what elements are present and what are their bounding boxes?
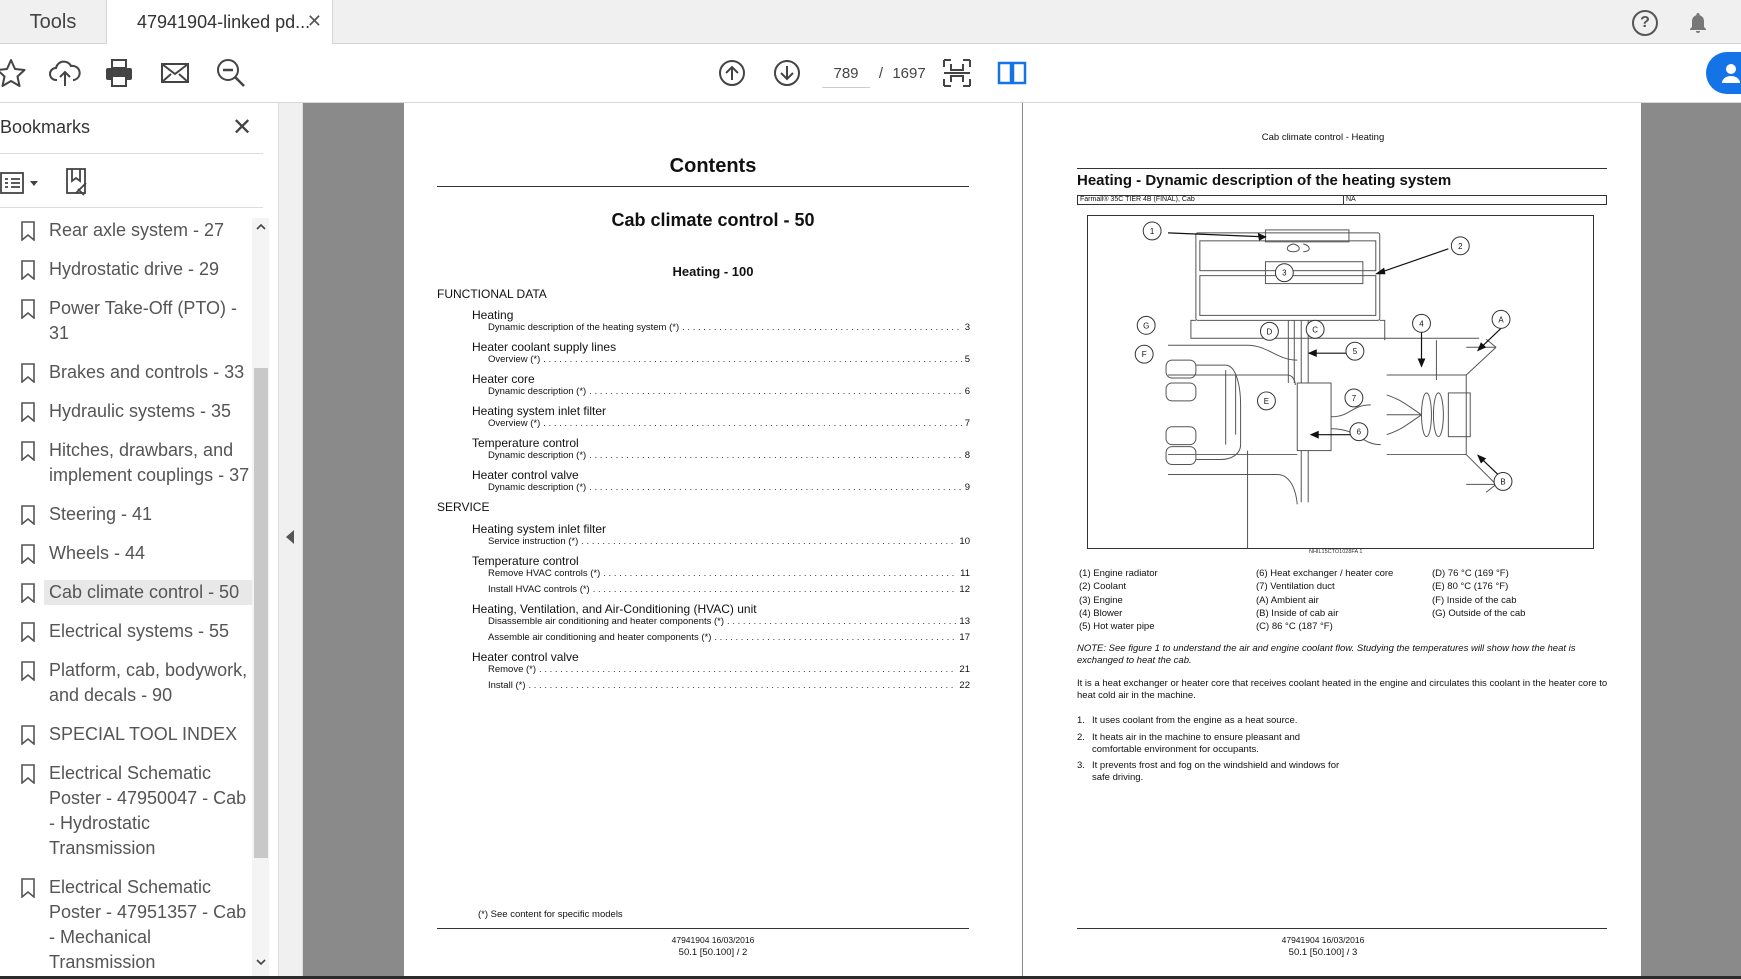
help-icon[interactable]: ?	[1632, 10, 1658, 36]
toc-leader	[528, 680, 956, 691]
list-number: 2.	[1077, 732, 1085, 743]
pdf-page-right	[1023, 103, 1641, 979]
toc-entry[interactable]	[488, 632, 970, 643]
legend-item: (C) 86 °C (187 °F)	[1256, 621, 1333, 633]
legend-column-3	[1432, 567, 1525, 620]
bookmark-item[interactable]	[0, 399, 252, 424]
toc-entry[interactable]	[488, 680, 970, 691]
bookmark-label: Brakes and controls - 33	[49, 362, 245, 382]
toc-entry-text: Dynamic description of the heating system (*)	[488, 322, 680, 333]
toolbar	[0, 44, 1741, 103]
page-separator: /	[878, 65, 884, 82]
toc-entry[interactable]	[488, 568, 970, 579]
callout-label: E	[1263, 396, 1270, 406]
toc-section-heading: SERVICE	[437, 500, 490, 514]
bookmark-icon	[20, 583, 36, 603]
toc-entry-text: Service instruction (*)	[488, 536, 579, 547]
bookmark-label: Platform, cab, bodywork, and decals - 90	[49, 660, 248, 705]
legend-item: (7) Ventilation duct	[1256, 581, 1335, 593]
collapse-arrow-icon[interactable]	[286, 530, 294, 544]
bookmark-icon	[20, 661, 36, 681]
bookmark-item[interactable]	[0, 619, 252, 644]
tab-document-label: 47941904-linked pd...	[137, 12, 311, 32]
bookmark-item[interactable]	[0, 502, 252, 527]
toc-topic[interactable]: Heater coolant supply lines	[472, 340, 617, 354]
region-info: NA	[1343, 196, 1356, 204]
legend-item: (5) Hot water pipe	[1079, 621, 1155, 633]
bookmark-icon	[20, 221, 36, 241]
bookmark-item[interactable]	[0, 541, 252, 566]
toc-leader	[581, 536, 956, 547]
toc-leader	[682, 322, 962, 333]
callout-label: 3	[1282, 268, 1287, 278]
callout-label: 5	[1352, 347, 1358, 357]
callout-label: G	[1143, 321, 1150, 331]
contents-title: Contents	[669, 155, 757, 177]
heating-system-diagram	[1087, 215, 1594, 549]
toc-topic[interactable]: Heater core	[472, 372, 535, 386]
share-icon	[1721, 62, 1741, 84]
arrow-up-icon[interactable]	[715, 56, 749, 90]
callout-label: F	[1141, 350, 1147, 360]
scroll-down-icon[interactable]	[254, 955, 268, 969]
legend-item: (A) Ambient air	[1256, 594, 1319, 606]
bookmark-icon	[20, 402, 36, 422]
toc-entry[interactable]	[488, 536, 970, 547]
scrollbar-thumb[interactable]	[254, 368, 268, 858]
page-total: 1697	[892, 65, 926, 82]
toc-topic[interactable]: Heating system inlet filter	[472, 522, 607, 536]
page-footer-number: 50.1 [50.100] / 3	[1288, 947, 1358, 958]
bookmark-icon	[20, 878, 36, 898]
toc-page-number: 12	[959, 584, 970, 595]
toc-entry-text: Overview (*)	[488, 354, 541, 365]
toc-leader	[727, 616, 956, 627]
bell-icon[interactable]	[1686, 11, 1710, 35]
add-bookmark-icon[interactable]	[64, 167, 92, 197]
list-item	[1077, 760, 1377, 784]
bookmark-label: Cab climate control - 50	[49, 582, 240, 602]
bookmarks-panel	[0, 103, 279, 979]
bookmark-icon	[20, 725, 36, 745]
bookmark-icon	[20, 441, 36, 461]
bookmark-label: Hitches, drawbars, and implement couplings - 37	[49, 440, 250, 485]
bookmarks-title: Bookmarks	[0, 117, 91, 137]
toc-leader	[589, 450, 962, 461]
toc-page-number: 8	[964, 450, 970, 461]
toc-page-number: 17	[959, 632, 970, 643]
mail-icon[interactable]	[158, 56, 192, 90]
bookmark-item[interactable]	[0, 360, 252, 385]
bookmark-label: Power Take-Off (PTO) - 31	[49, 298, 238, 343]
toc-entry[interactable]	[488, 386, 970, 397]
list-text: It prevents frost and fog on the windshield and windows for safe driving.	[1092, 760, 1340, 783]
toc-topic[interactable]: Heater control valve	[472, 650, 579, 664]
toc-leader	[603, 568, 957, 579]
bookmark-label: Electrical Schematic Poster - 47951357 - Cab - Mechanical Transmission	[49, 877, 247, 972]
legend-item: (1) Engine radiator	[1079, 568, 1158, 579]
list-text: It heats air in the machine to ensure pleasant and comfortable environment for occupants.	[1092, 732, 1301, 755]
list-text: It uses coolant from the engine as a heat source.	[1092, 715, 1298, 726]
legend-item: (F) Inside of the cab	[1432, 594, 1517, 606]
rule	[437, 186, 969, 187]
toc-leader	[593, 584, 957, 595]
section-title: Heating - Dynamic description of the heating system	[1077, 172, 1452, 189]
list-number: 1.	[1077, 715, 1085, 726]
toc-topic[interactable]: Heating	[472, 308, 514, 322]
contents-subtitle: Cab climate control - 50	[611, 210, 815, 230]
callout-label: 1	[1149, 226, 1155, 236]
body-paragraph: It is a heat exchanger or heater core that receives coolant heated in the engine and circulates this coolant in the heater core to heat cold air in the machine.	[1077, 678, 1608, 701]
toc-leader	[714, 632, 956, 643]
legend-column-2	[1256, 567, 1393, 633]
page-footer-date: 47941904 16/03/2016	[1281, 935, 1365, 945]
rule	[1077, 928, 1607, 929]
toc-entry[interactable]	[488, 450, 970, 461]
callout-label: 4	[1419, 319, 1424, 329]
toc-topic[interactable]: Temperature control	[472, 436, 579, 450]
bookmark-icon	[20, 505, 36, 525]
list-options-icon[interactable]	[0, 171, 42, 195]
toc-entry-text: Install HVAC controls (*)	[488, 584, 590, 595]
legend-item: (6) Heat exchanger / heater core	[1256, 568, 1394, 579]
callout-label: C	[1312, 325, 1319, 335]
legend-item: (E) 80 °C (176 °F)	[1432, 581, 1509, 593]
list-number: 3.	[1077, 760, 1085, 771]
bookmark-item[interactable]	[0, 761, 252, 861]
toc-entry-text: Remove HVAC controls (*)	[488, 568, 601, 579]
bookmark-icon	[20, 363, 36, 383]
legend-column-1	[1079, 567, 1158, 633]
toc-page-number: 9	[964, 482, 970, 493]
bookmark-icon	[20, 544, 36, 564]
tab-tools[interactable]: Tools	[0, 0, 107, 44]
toc-page-number: 21	[959, 664, 970, 675]
callout-label: 7	[1351, 393, 1357, 403]
bookmark-icon	[20, 622, 36, 642]
toc-entry[interactable]	[488, 664, 970, 675]
toc-page-number: 6	[964, 386, 970, 397]
toc-page-number: 7	[964, 418, 970, 429]
page-number-input[interactable]: 789	[822, 60, 870, 88]
toc-entry-text: Disassemble air conditioning and heater components (*)	[488, 616, 725, 627]
bookmark-item[interactable]	[0, 722, 252, 747]
toc-entry[interactable]	[488, 482, 970, 493]
zoom-icon[interactable]	[214, 56, 248, 90]
toc-leader	[589, 386, 962, 397]
callout-label: 2	[1458, 241, 1463, 251]
toc-entry-text: Overview (*)	[488, 418, 541, 429]
bookmark-label: Hydraulic systems - 35	[49, 401, 232, 421]
bookmark-label: Rear axle system - 27	[49, 220, 225, 240]
divider	[0, 153, 263, 154]
rule	[1077, 168, 1607, 169]
toc-entry-text: Dynamic description (*)	[488, 450, 587, 461]
legend-item: (3) Engine	[1079, 594, 1123, 606]
toc-section-heading: FUNCTIONAL DATA	[437, 287, 547, 301]
callout-label: 6	[1356, 427, 1362, 437]
page-header: Cab climate control - Heating	[1261, 132, 1385, 143]
toc-entry[interactable]	[488, 616, 970, 627]
list-item	[1077, 715, 1377, 727]
bookmark-icon	[20, 260, 36, 280]
scroll-up-icon[interactable]	[254, 220, 268, 234]
bookmark-label: Wheels - 44	[49, 543, 146, 563]
legend-item: (4) Blower	[1079, 607, 1123, 619]
bookmark-label: SPECIAL TOOL INDEX	[49, 724, 238, 744]
bookmark-icon	[20, 299, 36, 319]
share-button[interactable]	[1706, 52, 1741, 94]
bookmark-item[interactable]	[0, 257, 252, 282]
toc-entry[interactable]	[488, 322, 970, 333]
close-icon[interactable]: ✕	[232, 114, 253, 141]
callout-label: A	[1498, 315, 1504, 325]
model-info-row	[1077, 195, 1607, 205]
bookmark-item[interactable]	[44, 580, 252, 605]
toc-entry[interactable]	[488, 418, 970, 429]
rule	[437, 928, 969, 929]
bookmark-label: Steering - 41	[49, 504, 153, 524]
bookmark-list	[0, 218, 252, 979]
toc-leader	[543, 354, 961, 365]
tab-document[interactable]	[107, 0, 333, 45]
toc-leader	[589, 482, 962, 493]
toc-entry[interactable]	[488, 354, 970, 365]
legend-item: (B) Inside of cab air	[1256, 607, 1339, 619]
upload-icon[interactable]	[48, 56, 82, 90]
toc-entry-text: Dynamic description (*)	[488, 386, 587, 397]
page-footer-number: 50.1 [50.100] / 2	[678, 947, 748, 958]
model-info: Farmall® 35C TIER 4B (FINAL), Cab	[1080, 196, 1195, 203]
figure-id: NHIL15CTO1028FA 1	[1309, 549, 1363, 555]
toc-leader	[543, 418, 961, 429]
bookmark-item[interactable]	[0, 658, 252, 708]
callout-label: B	[1500, 477, 1506, 487]
toc-topic[interactable]: Heating, Ventilation, and Air-Conditioning (HVAC) unit	[472, 602, 757, 616]
print-icon[interactable]	[102, 56, 136, 90]
list-item	[1077, 732, 1377, 756]
toc-topic[interactable]: Heating system inlet filter	[472, 404, 607, 418]
bookmark-label: Hydrostatic drive - 29	[49, 259, 220, 279]
bookmark-item[interactable]	[0, 438, 252, 488]
star-icon[interactable]	[0, 56, 28, 90]
note-text: NOTE: See figure 1 to understand the air and engine coolant flow. Studying the temperatures will show how the heat is exchanged to heat the cab.	[1077, 643, 1576, 666]
bookmark-item[interactable]	[0, 296, 252, 346]
toc-page-number: 3	[964, 322, 970, 333]
bookmark-label: Electrical Schematic Poster - 47950047 - Cab - Hydrostatic Transmission	[49, 763, 247, 858]
toc-entry-text: Remove (*)	[488, 664, 537, 675]
bookmarks-tools	[0, 163, 263, 203]
page-footer-date: 47941904 16/03/2016	[671, 935, 755, 945]
legend-item: (G) Outside of the cab	[1432, 607, 1526, 619]
tab-bar	[0, 0, 1741, 44]
close-icon[interactable]: ✕	[306, 11, 322, 31]
toc-entry-text: Install (*)	[488, 680, 526, 691]
toc-page-number: 5	[964, 354, 970, 365]
toc-page-number: 10	[959, 536, 970, 547]
bookmark-icon	[20, 764, 36, 784]
bookmark-label: Electrical systems - 55	[49, 621, 230, 641]
toc-topic[interactable]: Temperature control	[472, 554, 579, 568]
legend-item: (2) Coolant	[1079, 581, 1126, 593]
fit-page-icon[interactable]	[940, 56, 974, 90]
toc-entry[interactable]	[488, 584, 970, 595]
toc-page-number: 22	[959, 680, 970, 691]
toc-topic[interactable]: Heater control valve	[472, 468, 579, 482]
two-page-icon[interactable]	[995, 56, 1029, 90]
legend-item: (D) 76 °C (169 °F)	[1432, 568, 1509, 579]
toc-entry-text: Dynamic description (*)	[488, 482, 587, 493]
divider	[0, 207, 263, 208]
toc-leader	[539, 664, 956, 675]
footnote: (*) See content for specific models	[478, 909, 623, 920]
toc-page-number: 13	[959, 616, 970, 627]
callout-label: D	[1266, 327, 1273, 337]
contents-subsection: Heating - 100	[672, 264, 754, 279]
pdf-page-left	[404, 103, 1022, 979]
toc-entry-text: Assemble air conditioning and heater components (*)	[488, 632, 712, 643]
bookmark-item[interactable]	[0, 218, 252, 243]
arrow-down-icon[interactable]	[770, 56, 804, 90]
toc-page-number: 11	[960, 568, 970, 579]
bookmark-item[interactable]	[0, 875, 252, 975]
